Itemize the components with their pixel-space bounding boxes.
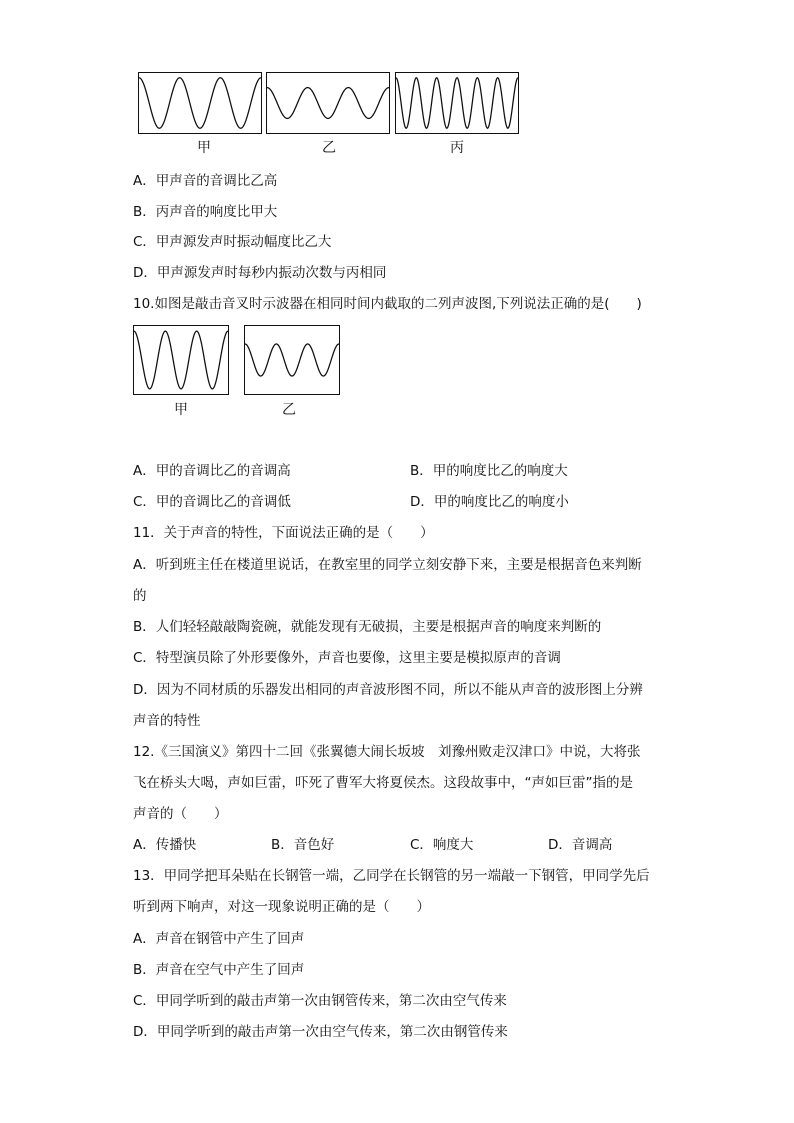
q12-stem-line3: 声音的（ ）: [133, 806, 228, 822]
q9-label-yi: 乙: [322, 140, 336, 156]
q11-option-d[interactable]: D．因为不同材质的乐器发出相同的声音波形图不同，所以不能从声音的波形图上分辨: [133, 682, 643, 698]
q13-option-b[interactable]: B．声音在空气中产生了回声: [133, 962, 305, 978]
q11-option-d-cont[interactable]: 声音的特性: [133, 713, 201, 729]
q13-stem-line1: 13．甲同学把耳朵贴在长钢管一端，乙同学在长钢管的另一端敲一下钢管，甲同学先后: [133, 868, 650, 884]
q9-wave-jia: [139, 73, 261, 133]
q10-wave-box-jia: [133, 325, 229, 395]
q10-option-b[interactable]: B．甲的响度比乙的响度大: [410, 463, 568, 479]
q9-wave-yi: [267, 73, 389, 133]
q9-wave-box-yi: [266, 72, 390, 134]
q11-stem: 11．关于声音的特性，下面说法正确的是（ ）: [133, 525, 434, 541]
q12-option-d[interactable]: D．音调高: [548, 837, 613, 853]
q10-label-jia: 甲: [174, 402, 188, 418]
q11-option-a-cont[interactable]: 的: [133, 588, 147, 604]
q9-label-bing: 丙: [450, 140, 464, 156]
q11-option-c[interactable]: C．特型演员除了外形要像外，声音也要像，这里主要是模拟原声的音调: [133, 650, 561, 666]
q10-option-d[interactable]: D．甲的响度比乙的响度小: [410, 494, 569, 510]
q12-option-b[interactable]: B．音色好: [271, 837, 335, 853]
q10-stem: 10.如图是敲击音叉时示波器在相同时间内截取的二列声波图,下列说法正确的是( ): [133, 296, 642, 312]
q10-wave-yi: [245, 326, 339, 394]
q9-option-d[interactable]: D．甲声源发声时每秒内振动次数与丙相同: [133, 265, 387, 281]
q9-wave-bing: [396, 73, 518, 133]
q10-wave-box-yi: [244, 325, 340, 395]
q13-option-c[interactable]: C．甲同学听到的敲击声第一次由钢管传来，第二次由空气传来: [133, 993, 507, 1009]
q10-option-c[interactable]: C．甲的音调比乙的音调低: [133, 494, 291, 510]
q12-option-a[interactable]: A．传播快: [133, 837, 197, 853]
q9-option-a[interactable]: A．甲声音的音调比乙高: [133, 173, 278, 189]
q9-option-c[interactable]: C．甲声源发声时振动幅度比乙大: [133, 234, 332, 250]
q13-stem-line2: 听到两下响声，对这一现象说明正确的是（ ）: [133, 899, 430, 915]
q10-option-a[interactable]: A．甲的音调比乙的音调高: [133, 463, 291, 479]
q12-stem-line1: 12.《三国演义》第四十二回《张翼德大闹长坂坡 刘豫州败走汉津口》中说，大将张: [133, 744, 641, 760]
q13-option-a[interactable]: A．声音在钢管中产生了回声: [133, 931, 305, 947]
q9-label-jia: 甲: [197, 140, 211, 156]
q12-option-c[interactable]: C．响度大: [410, 837, 474, 853]
q9-wave-box-jia: [138, 72, 262, 134]
q11-option-a[interactable]: A．听到班主任在楼道里说话，在教室里的同学立刻安静下来，主要是根据音色来判断: [133, 557, 642, 573]
q11-option-b[interactable]: B．人们轻轻敲敲陶瓷碗，就能发现有无破损，主要是根据声音的响度来判断的: [133, 619, 602, 635]
q10-label-yi: 乙: [282, 402, 296, 418]
q9-option-b[interactable]: B．丙声音的响度比甲大: [133, 204, 278, 220]
q9-wave-box-bing: [395, 72, 519, 134]
q12-stem-line2: 飞在桥头大喝，声如巨雷，吓死了曹军大将夏侯杰。这段故事中，“声如巨雷”指的是: [133, 775, 633, 791]
q13-option-d[interactable]: D．甲同学听到的敲击声第一次由空气传来，第二次由钢管传来: [133, 1024, 508, 1040]
q10-wave-jia: [134, 326, 228, 394]
